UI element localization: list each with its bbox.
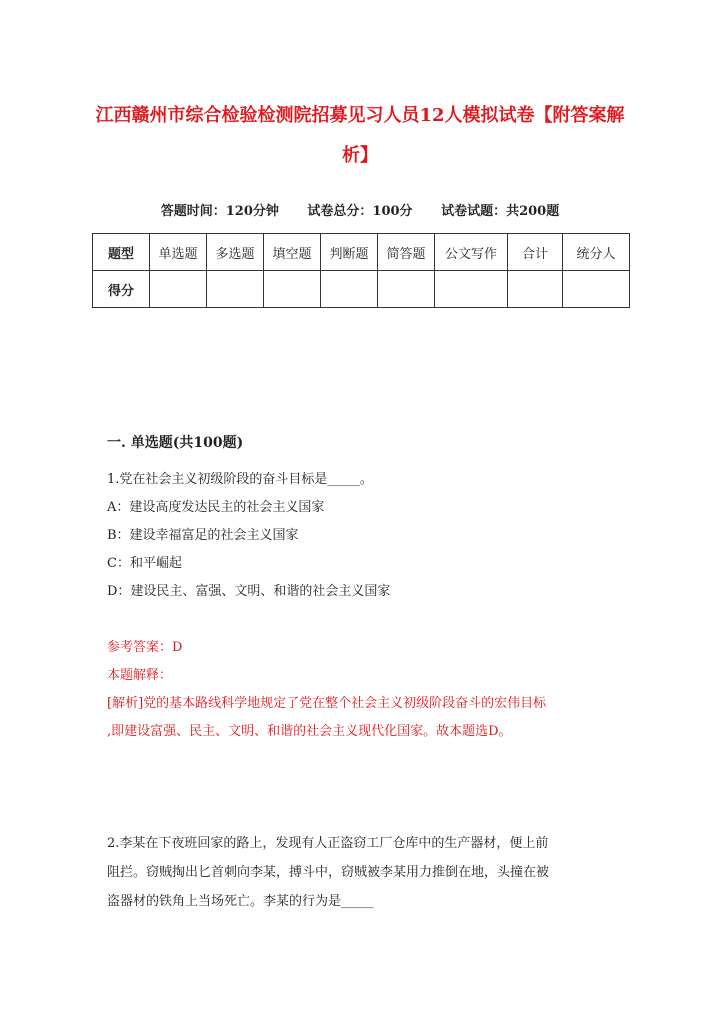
score-cell[interactable] — [378, 271, 435, 308]
header-cell: 统分人 — [563, 234, 630, 271]
row-label: 得分 — [93, 271, 150, 308]
score-row — [93, 271, 630, 308]
header-cell: 题型 — [93, 234, 150, 271]
score-cell[interactable] — [207, 271, 264, 308]
header-cell: 简答题 — [378, 234, 435, 271]
score-cell[interactable] — [321, 271, 378, 308]
section-heading: 一. 单选题(共100题) — [107, 435, 244, 451]
exam-meta — [0, 200, 720, 219]
exam-time: 答题时间：120分钟 — [160, 204, 279, 219]
score-cell[interactable] — [563, 271, 630, 308]
option-b: B：建设幸福富足的社会主义国家 — [107, 528, 299, 543]
score-cell[interactable] — [508, 271, 563, 308]
option-c: C：和平崛起 — [107, 556, 182, 571]
answer: 参考答案：D — [107, 640, 183, 655]
header-cell: 合计 — [508, 234, 563, 271]
header-cell: 单选题 — [150, 234, 207, 271]
header-cell: 填空题 — [264, 234, 321, 271]
header-cell: 多选题 — [207, 234, 264, 271]
header-cell: 公文写作 — [435, 234, 508, 271]
explanation-line: [解析]党的基本路线科学地规定了党在整个社会主义初级阶段奋斗的宏伟目标 — [107, 696, 547, 711]
score-cell[interactable] — [150, 271, 207, 308]
score-table — [92, 233, 630, 308]
explanation-label: 本题解释： — [107, 668, 173, 683]
question-1-stem: 1.党在社会主义初级阶段的奋斗目标是_____。 — [107, 472, 373, 487]
score-cell[interactable] — [435, 271, 508, 308]
header-cell: 判断题 — [321, 234, 378, 271]
option-d: D：建设民主、富强、文明、和谐的社会主义国家 — [107, 584, 391, 599]
score-cell[interactable] — [264, 271, 321, 308]
score-table-header — [93, 234, 630, 271]
question-2-line: 盗器材的铁角上当场死亡。李某的行为是_____ — [107, 894, 374, 909]
question-2-line: 阻拦。窃贼掏出匕首刺向李某，搏斗中，窃贼被李某用力推倒在地，头撞在被 — [107, 865, 550, 880]
document-title: 江西赣州市综合检验检测院招募见习人员12人模拟试卷【附答案解析】 — [95, 105, 625, 166]
exam-total-score: 试卷总分：100分 — [307, 204, 413, 219]
option-a: A：建设高度发达民主的社会主义国家 — [107, 500, 325, 515]
explanation-line: ,即建设富强、民主、文明、和谐的社会主义现代化国家。故本题选D。 — [107, 724, 512, 739]
question-2-line: 2.李某在下夜班回家的路上，发现有人正盗窃工厂仓库中的生产器材，便上前 — [107, 836, 549, 851]
exam-question-count: 试卷试题：共200题 — [441, 204, 560, 219]
